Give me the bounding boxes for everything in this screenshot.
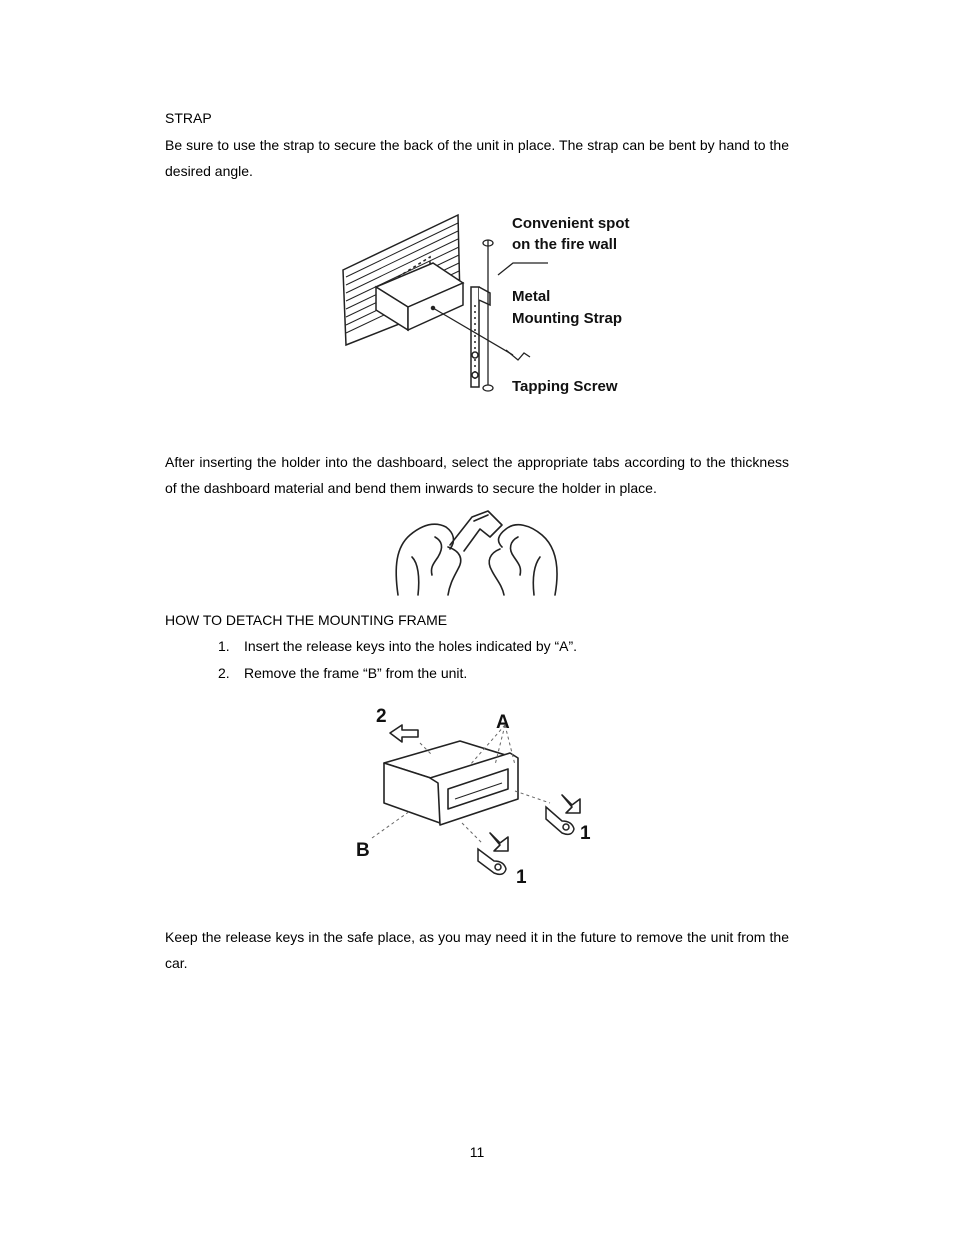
label-a: A: [496, 712, 510, 733]
detach-steps-list: [218, 633, 577, 686]
firewall-label-line2: on the fire wall: [512, 236, 618, 253]
page-number: 11: [469, 1144, 485, 1160]
label-b: B: [356, 840, 370, 861]
detach-heading: HOW TO DETACH THE MOUNTING FRAME: [165, 612, 448, 628]
strap-heading: STRAP: [165, 110, 212, 126]
step-text: Insert the release keys into the holes indicated by “A”.: [244, 638, 578, 654]
release-key-bottom-icon: [478, 849, 506, 874]
arrow-right-icon: [562, 795, 580, 813]
strap-illustration: [338, 205, 648, 405]
list-item: [218, 660, 577, 687]
step-number: 2.: [218, 664, 230, 681]
strap-paragraph: Be sure to use the strap to secure the back of the unit in place. The strap can be bent by hand to the desired angle.: [165, 137, 789, 179]
tabs-paragraph: After inserting the holder into the dashboard, select the appropriate tabs according to the thickness of the dashboard material and bend them inwards to secure the holder in place.: [165, 454, 789, 496]
strap-label-line1: Metal: [512, 288, 551, 305]
step-text: Remove the frame “B” from the unit.: [244, 664, 468, 681]
firewall-label-line1: Convenient spot: [512, 215, 630, 232]
label-2: 2: [376, 706, 387, 727]
hands-bending-tabs-illustration: [390, 507, 565, 599]
step-number: 1.: [218, 638, 230, 654]
list-item: [218, 633, 577, 660]
arrow-bottom-icon: [490, 833, 508, 851]
closing-paragraph: Keep the release keys in the safe place, as you may need it in the future to remove the unit from the car.: [165, 929, 789, 971]
label-1-right: 1: [580, 823, 591, 844]
strap-label-line2: Mounting Strap: [512, 310, 622, 327]
mounting-strap: [471, 287, 490, 387]
detach-frame-illustration: [350, 703, 600, 888]
label-1-bottom: 1: [516, 867, 527, 888]
arrow-2-icon: [390, 725, 418, 742]
screw-label: Tapping Screw: [512, 378, 618, 395]
